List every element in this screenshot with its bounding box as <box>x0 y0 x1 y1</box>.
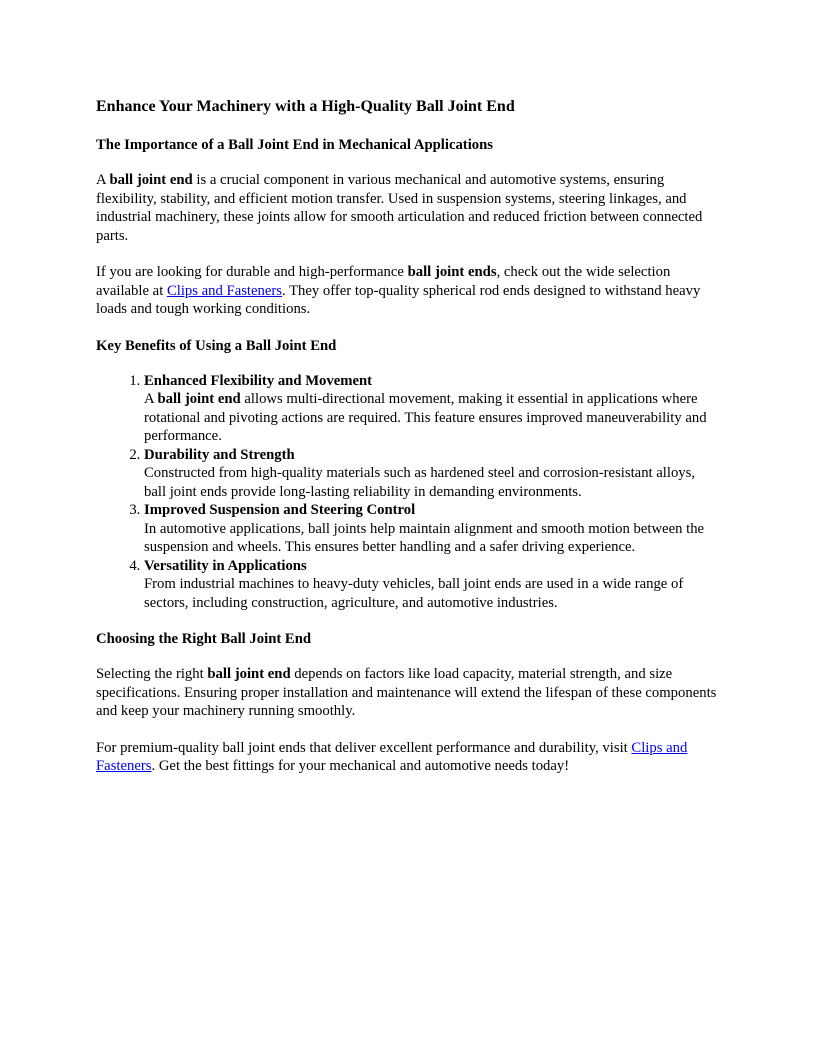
section-heading-importance: The Importance of a Ball Joint End in Mechanical Applications <box>96 137 494 153</box>
paragraph-shop: If you are looking for durable and high-performance ball joint ends, check out the wide selection available at Clips and Fasteners. They offer top-quality spherical rod ends designed to withstand heavy loads and tough working conditions. <box>96 264 701 317</box>
document-page <box>96 96 720 776</box>
list-item: 4. Versatility in Applications From industrial machines to heavy-duty vehicles, ball joint ends are used in a wide range of sectors, including construction, agriculture, and automotive industries. <box>144 557 720 613</box>
bold-term: ball joint end <box>207 666 291 682</box>
list-item-title: Enhanced Flexibility and Movement <box>144 372 373 389</box>
list-item: 2. Durability and Strength Constructed from high-quality materials such as hardened steel and corrosion-resistant alloys, ball joint ends provide long-lasting reliability in demanding environments. <box>144 446 720 502</box>
benefits-list <box>96 372 720 613</box>
paragraph-selecting: Selecting the right ball joint end depends on factors like load capacity, material strength, and size specifications. Ensuring proper installation and maintenance will extend the lifespan of these components and keep your machinery running smoothly. <box>96 666 717 719</box>
clips-and-fasteners-link[interactable]: Clips and Fasteners <box>166 282 282 299</box>
clips-and-fasteners-link[interactable]: Clips and Fasteners <box>96 739 688 774</box>
list-item-title: Durability and Strength <box>144 446 295 463</box>
paragraph-intro: A ball joint end is a crucial component in various mechanical and automotive systems, ensuring flexibility, stability, and efficient motion transfer. Used in suspension systems, steering linkages, and industrial machinery, these joints allow for smooth articulation and reduced friction between connected parts. <box>96 172 703 244</box>
bold-term: ball joint end <box>109 172 193 188</box>
section-heading-choosing: Choosing the Right Ball Joint End <box>96 631 312 647</box>
list-item: 1. Enhanced Flexibility and Movement A ball joint end allows multi-directional movement, making it essential in applications where rotational and pivoting actions are required. This feature ensures improved maneuverability and performance. <box>144 372 720 446</box>
bold-term: ball joint end <box>157 391 241 407</box>
section-heading-benefits: Key Benefits of Using a Ball Joint End <box>96 337 337 354</box>
list-item-title: Improved Suspension and Steering Control <box>144 502 416 518</box>
list-item-title: Versatility in Applications <box>144 557 307 574</box>
page-title: Enhance Your Machinery with a High-Quality Ball Joint End <box>96 98 515 115</box>
list-item: 3. Improved Suspension and Steering Control In automotive applications, ball joints help maintain alignment and smooth motion between the suspension and wheels. This ensures better handling and a safer driving experience. <box>144 501 720 557</box>
bold-term: ball joint ends <box>407 264 497 280</box>
paragraph-visit: For premium-quality ball joint ends that deliver excellent performance and durability, visit Clips and Fasteners. Get the best fittings for your mechanical and automotive needs today! <box>96 739 688 774</box>
